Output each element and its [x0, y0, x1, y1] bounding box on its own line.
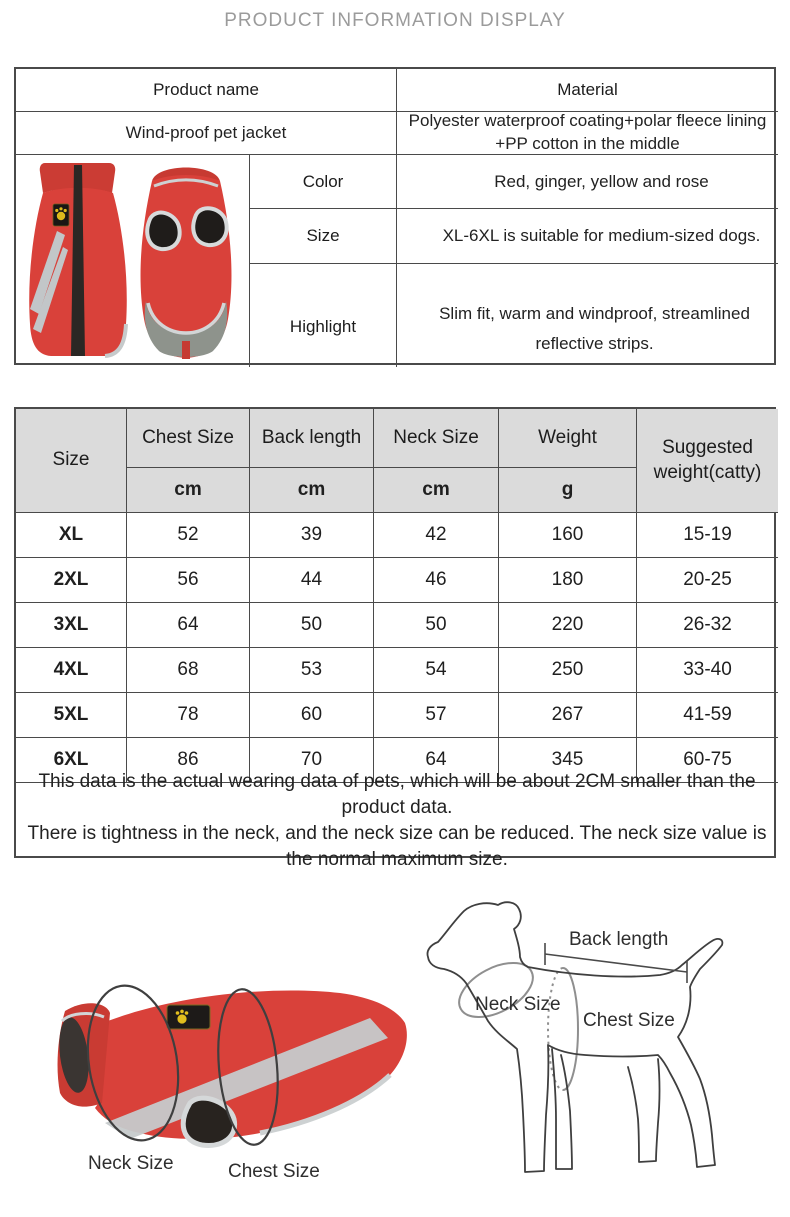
size-value: XL-6XL is suitable for medium-sized dogs.	[397, 209, 778, 264]
cell-chest: 64	[127, 603, 250, 648]
paw-logo-icon	[53, 204, 69, 226]
size-label: Size	[250, 209, 397, 264]
cell-weight: 267	[499, 693, 637, 738]
cell-neck: 64	[374, 738, 499, 783]
highlight-label: Highlight	[250, 264, 397, 367]
pet-jacket-photo-illustration	[17, 159, 249, 363]
product-name-value: Wind-proof pet jacket	[16, 112, 397, 155]
col-header-size: Size	[16, 409, 127, 513]
page-title: PRODUCT INFORMATION DISPLAY	[224, 10, 566, 31]
cell-suggested: 41-59	[637, 693, 778, 738]
cell-suggested: 60-75	[637, 738, 778, 783]
row-size: 3XL	[16, 603, 127, 648]
cell-weight: 180	[499, 558, 637, 603]
back-length-label: Back length	[569, 929, 669, 950]
col-header-weight: Weight	[499, 409, 637, 468]
size-chart-note	[16, 770, 778, 870]
jacket-measure-illustration	[10, 983, 420, 1155]
paw-logo-icon	[167, 1005, 210, 1029]
cell-weight: 160	[499, 513, 637, 558]
row-size: 5XL	[16, 693, 127, 738]
product-info-table	[14, 67, 776, 365]
cell-suggested: 26-32	[637, 603, 778, 648]
cell-neck: 50	[374, 603, 499, 648]
dog-far-front-leg	[552, 1049, 572, 1169]
row-size: 4XL	[16, 648, 127, 693]
cell-suggested: 15-19	[637, 513, 778, 558]
cell-back: 50	[250, 603, 374, 648]
cell-neck: 42	[374, 513, 499, 558]
note-line-2: There is tightness in the neck, and the neck size can be reduced. The neck size value is the normal maximum size.	[27, 822, 767, 870]
jacket-chest-size-label: Chest Size	[228, 1161, 320, 1182]
material-value: Polyester waterproof coating+polar fleece lining +PP cotton in the middle	[397, 112, 778, 155]
product-name-header: Product name	[16, 69, 397, 112]
col-header-back: Back length	[250, 409, 374, 468]
col-header-neck: Neck Size	[374, 409, 499, 468]
unit-weight: g	[499, 468, 637, 513]
cell-back: 60	[250, 693, 374, 738]
cell-weight: 250	[499, 648, 637, 693]
col-header-chest: Chest Size	[127, 409, 250, 468]
dog-chest-size-label: Chest Size	[583, 1010, 675, 1031]
cell-back: 70	[250, 738, 374, 783]
row-size: 2XL	[16, 558, 127, 603]
cell-back: 53	[250, 648, 374, 693]
cell-chest: 86	[127, 738, 250, 783]
cell-back: 44	[250, 558, 374, 603]
cell-neck: 57	[374, 693, 499, 738]
unit-back: cm	[250, 468, 374, 513]
color-value: Red, ginger, yellow and rose	[397, 155, 778, 209]
row-size: 6XL	[16, 738, 127, 783]
size-chart-table	[14, 407, 776, 870]
cell-neck: 54	[374, 648, 499, 693]
dog-far-rear-leg	[628, 1059, 660, 1162]
cell-chest: 78	[127, 693, 250, 738]
note-line-1: This data is the actual wearing data of pets, which will be about 2CM smaller than the product data.	[38, 770, 756, 818]
cell-chest: 52	[127, 513, 250, 558]
cell-neck: 46	[374, 558, 499, 603]
color-label: Color	[250, 155, 397, 209]
jacket-neck-size-label: Neck Size	[88, 1153, 174, 1174]
unit-chest: cm	[127, 468, 250, 513]
cell-chest: 56	[127, 558, 250, 603]
dog-chest-loop-dashed	[548, 968, 563, 1090]
dog-neck-size-label: Neck Size	[475, 994, 561, 1015]
cell-weight: 220	[499, 603, 637, 648]
cell-suggested: 20-25	[637, 558, 778, 603]
cell-back: 39	[250, 513, 374, 558]
cell-chest: 68	[127, 648, 250, 693]
material-header: Material	[397, 69, 778, 112]
row-size: XL	[16, 513, 127, 558]
cell-suggested: 33-40	[637, 648, 778, 693]
dog-neck-loop	[450, 952, 541, 1028]
highlight-value: Slim fit, warm and windproof, streamlined reflective strips.	[439, 303, 750, 353]
cell-weight: 345	[499, 738, 637, 783]
product-photo	[16, 155, 250, 367]
unit-neck: cm	[374, 468, 499, 513]
col-header-suggested: Suggested weight(catty)	[637, 409, 778, 513]
